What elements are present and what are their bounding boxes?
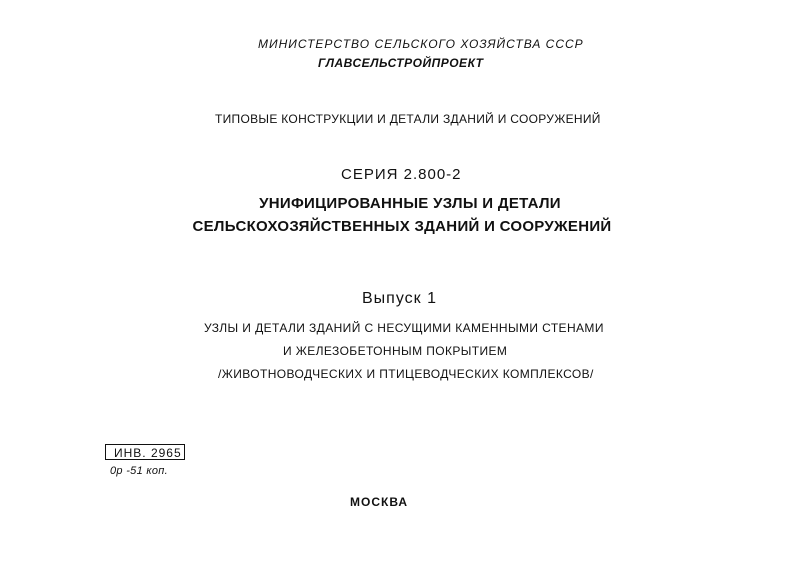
- subtitle-line-1: УЗЛЫ И ДЕТАЛИ ЗДАНИЙ С НЕСУЩИМИ КАМЕННЫМИ СТЕНАМИ: [204, 321, 604, 335]
- inventory-stamp: ИНВ. 2965: [105, 444, 185, 460]
- city-label: МОСКВА: [350, 495, 409, 509]
- main-title-line-1: УНИФИЦИРОВАННЫЕ УЗЛЫ И ДЕТАЛИ: [259, 195, 561, 212]
- series-label: СЕРИЯ 2.800-2: [341, 166, 462, 183]
- subtitle-line-3: /ЖИВОТНОВОДЧЕСКИХ И ПТИЦЕВОДЧЕСКИХ КОМПЛЕКСОВ/: [218, 367, 594, 381]
- ministry-heading: МИНИСТЕРСТВО СЕЛЬСКОГО ХОЗЯЙСТВА СССР: [258, 37, 584, 51]
- issue-label: Выпуск 1: [362, 290, 437, 307]
- subtitle-line-2: И ЖЕЛЕЗОБЕТОННЫМ ПОКРЫТИЕМ: [283, 344, 508, 358]
- category-heading: ТИПОВЫЕ КОНСТРУКЦИИ И ДЕТАЛИ ЗДАНИЙ И СООРУЖЕНИЙ: [215, 112, 601, 126]
- price-note: 0р -51 коп.: [110, 465, 168, 477]
- agency-heading: ГЛАВСЕЛЬСТРОЙПРОЕКТ: [318, 56, 484, 70]
- main-title-line-2: СЕЛЬСКОХОЗЯЙСТВЕННЫХ ЗДАНИЙ И СООРУЖЕНИЙ: [192, 218, 612, 235]
